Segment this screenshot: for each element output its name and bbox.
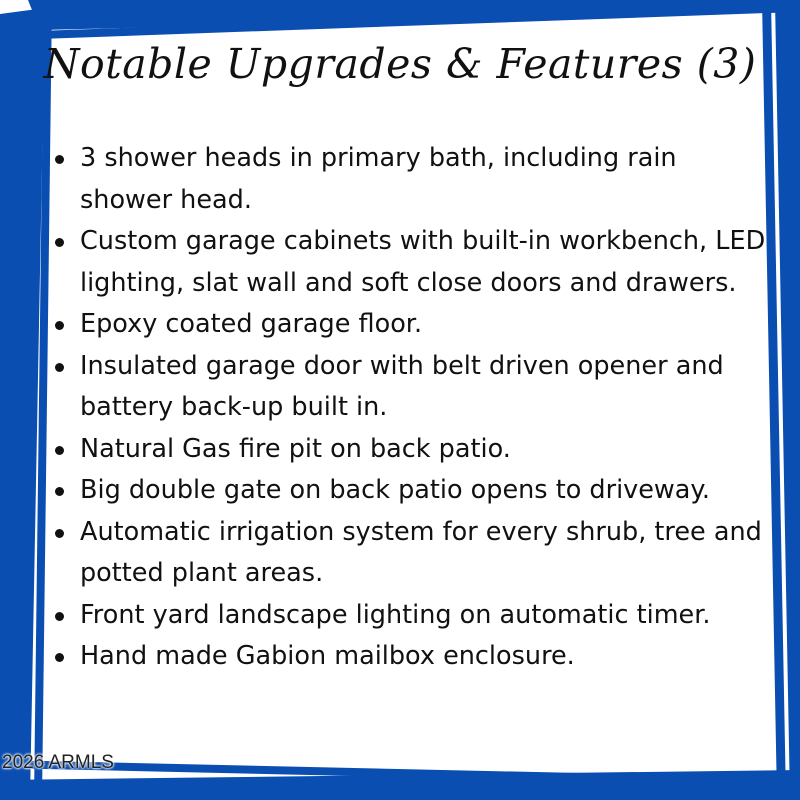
list-item: Hand made Gabion mailbox enclosure. xyxy=(54,636,774,678)
list-item: Natural Gas fire pit on back patio. xyxy=(54,429,774,471)
list-item: Automatic irrigation system for every shrub, tree and potted plant areas. xyxy=(54,512,774,595)
copyright-watermark: 2026 ARMLS xyxy=(2,752,114,773)
page-title: Notable Upgrades & Features (3) xyxy=(43,40,757,88)
list-item: 3 shower heads in primary bath, including rain shower head. xyxy=(54,138,774,221)
list-item: Big double gate on back patio opens to driveway. xyxy=(54,470,774,512)
list-item: Front yard landscape lighting on automatic timer. xyxy=(54,595,774,637)
list-item: Custom garage cabinets with built-in workbench, LED lighting, slat wall and soft close doors and drawers. xyxy=(54,221,774,304)
features-list xyxy=(54,138,774,678)
list-item: Epoxy coated garage floor. xyxy=(54,304,774,346)
list-item: Insulated garage door with belt driven opener and battery back-up built in. xyxy=(54,346,774,429)
